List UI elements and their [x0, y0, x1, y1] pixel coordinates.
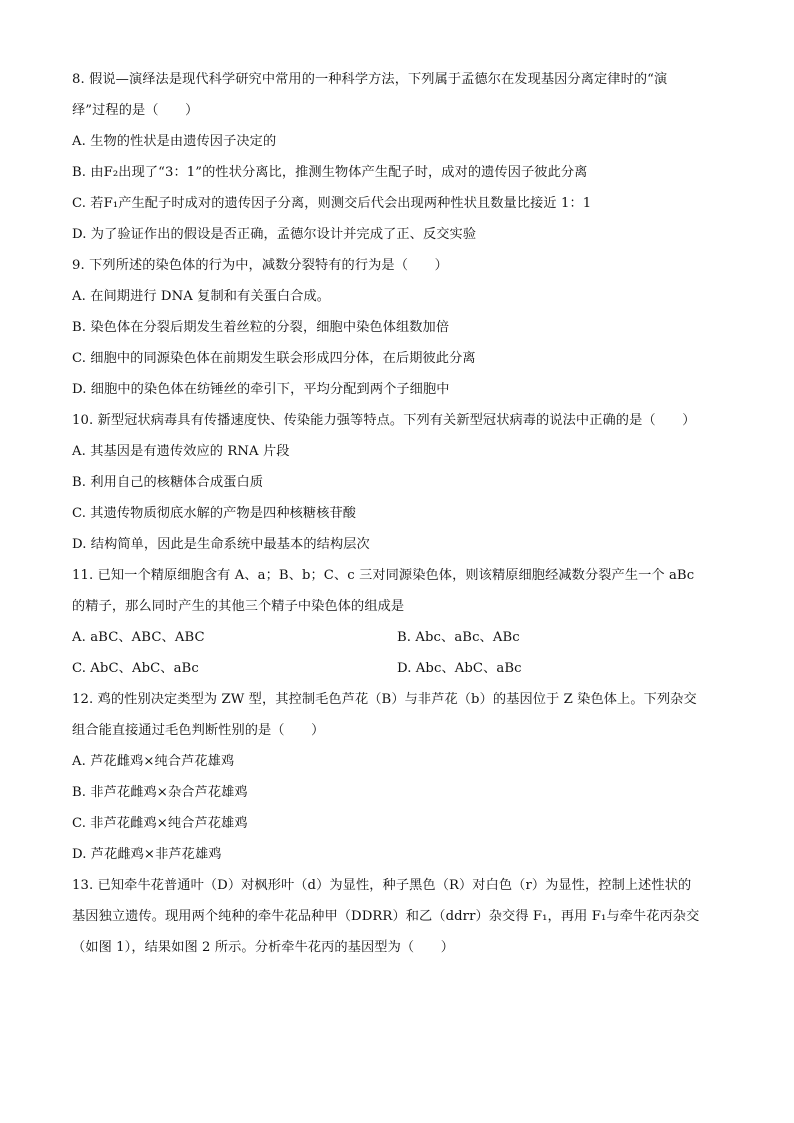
- question-stem: 已知牵牛花普通叶（D）对枫形叶（d）为显性，种子黑色（R）对白色（r）为显性，控制上述性状的: [97, 878, 692, 893]
- options-row: [72, 653, 722, 684]
- question-stem: 下列所述的染色体的行为中，减数分裂特有的行为是（ ）: [89, 258, 448, 273]
- question-stem-line: [72, 405, 722, 436]
- option-d: D. Abc、AbC、aBc: [397, 661, 522, 676]
- option-b: B. 非芦花雌鸡×杂合芦花雄鸡: [72, 785, 248, 800]
- option-d: D. 结构简单，因此是生命系统中最基本的结构层次: [72, 537, 370, 552]
- option-d: D. 为了验证作出的假设是否正确，孟德尔设计并完成了正、反交实验: [72, 227, 477, 242]
- option-c: C. 非芦花雌鸡×纯合芦花雄鸡: [72, 816, 248, 831]
- question-stem-line: 绎”过程的是（ ）: [72, 103, 199, 118]
- question-11: [72, 560, 722, 684]
- options-row: [72, 622, 722, 653]
- question-stem-line: （如图 1），结果如图 2 所示。分析牵牛花丙的基因型为（ ）: [72, 940, 455, 955]
- question-stem: 已知一个精原细胞含有 A、a；B、b；C、c 三对同源染色体，则该精原细胞经减数分裂产生一个 aBc: [97, 568, 695, 583]
- option-c: C. 其遗传物质彻底水解的产物是四种核糖核苷酸: [72, 506, 357, 521]
- option-a: A. 在间期进行 DNA 复制和有关蛋白合成。: [72, 289, 331, 304]
- option-a: A. aBC、ABC、ABC: [72, 630, 205, 645]
- question-stem-line: [72, 684, 722, 715]
- question-13: [72, 870, 722, 963]
- question-stem-line: [72, 560, 722, 591]
- option-a: A. 其基因是有遗传效应的 RNA 片段: [72, 444, 290, 459]
- option-b: B. 由F₂出现了“3：1”的性状分离比，推测生物体产生配子时，成对的遗传因子彼此分离: [72, 165, 588, 180]
- question-12: [72, 684, 722, 870]
- option-b: B. 利用自己的核糖体合成蛋白质: [72, 475, 264, 490]
- question-stem: 鸡的性别决定类型为 ZW 型，其控制毛色芦花（B）与非芦花（b）的基因位于 Z 染色体上。下列杂交: [97, 692, 697, 707]
- option-d: D. 细胞中的染色体在纺锤丝的牵引下，平均分配到两个子细胞中: [72, 382, 450, 397]
- question-stem: 假说—演绎法是现代科学研究中常用的一种科学方法，下列属于孟德尔在发现基因分离定律时的“演: [89, 72, 668, 87]
- question-number: 8.: [72, 72, 85, 87]
- option-a: A. 芦花雌鸡×纯合芦花雄鸡: [72, 754, 235, 769]
- option-c: C. 若F₁产生配子时成对的遗传因子分离，则测交后代会出现两种性状且数量比接近 1：1: [72, 196, 592, 211]
- question-stem-line: [72, 64, 722, 95]
- question-8: [72, 64, 722, 250]
- document-page: [72, 64, 722, 963]
- question-10: [72, 405, 722, 560]
- question-number: 10.: [72, 413, 94, 428]
- question-number: 12.: [72, 692, 94, 707]
- question-number: 13.: [72, 878, 94, 893]
- option-c: C. AbC、AbC、aBc: [72, 661, 199, 676]
- option-b: B. 染色体在分裂后期发生着丝粒的分裂，细胞中染色体组数加倍: [72, 320, 450, 335]
- question-stem-line: 组合能直接通过毛色判断性别的是（ ）: [72, 723, 325, 738]
- option-d: D. 芦花雌鸡×非芦花雄鸡: [72, 847, 222, 862]
- question-stem-line: [72, 250, 722, 281]
- question-9: [72, 250, 722, 405]
- option-c: C. 细胞中的同源染色体在前期发生联会形成四分体，在后期彼此分离: [72, 351, 476, 366]
- option-b: B. Abc、aBc、ABc: [397, 630, 520, 645]
- question-number: 9.: [72, 258, 85, 273]
- question-stem-line: [72, 870, 722, 901]
- option-a: A. 生物的性状是由遗传因子决定的: [72, 134, 277, 149]
- question-stem: 新型冠状病毒具有传播速度快、传染能力强等特点。下列有关新型冠状病毒的说法中正确的是（ ）: [97, 413, 696, 428]
- question-stem-line: 基因独立遗传。现用两个纯种的牵牛花品种甲（DDRR）和乙（ddrr）杂交得 F₁，再用 F₁与牵牛花丙杂交: [72, 909, 700, 924]
- question-number: 11.: [72, 568, 94, 583]
- question-stem-line: 的精子，那么同时产生的其他三个精子中染色体的组成是: [72, 599, 405, 614]
